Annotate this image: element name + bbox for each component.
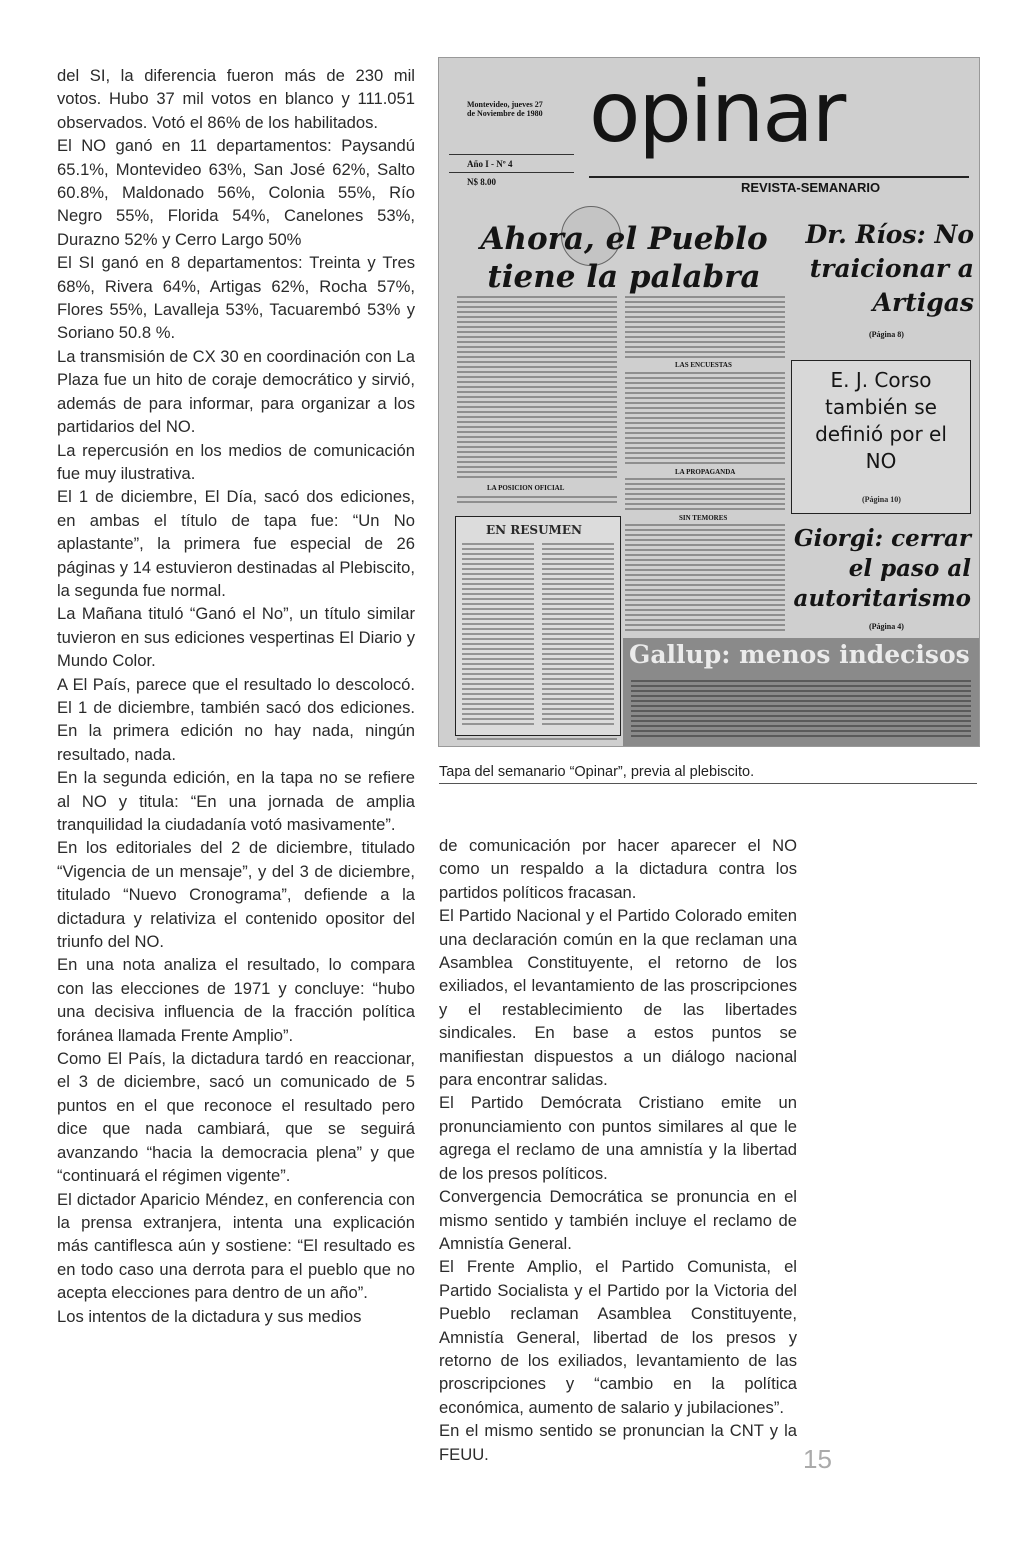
paragraph: El dictador Aparicio Méndez, en conferencia con la prensa extranjera, intenta una explicación más cantiflesca aún y sostiene: “El resultado es en todo caso una derrota para el pueblo que no acepta elecciones para dentro de un año”. bbox=[57, 1189, 415, 1303]
np-section-posicion: LA POSICION OFICIAL bbox=[487, 484, 565, 492]
paragraph: La repercusión en los medios de comunicación fue muy ilustrativa. bbox=[57, 440, 415, 483]
paragraph: En la segunda edición, en la tapa no se refiere al NO y titula: “En una jornada de amplia tranquilidad la ciudadanía votó masivamente”. bbox=[57, 768, 415, 834]
np-article-col-2b bbox=[625, 372, 785, 467]
np-rios-page: (Página 8) bbox=[869, 330, 904, 339]
np-article-col-2 bbox=[625, 296, 785, 360]
np-price: N$ 8.00 bbox=[467, 177, 496, 187]
paragraph: Los intentos de la dictadura y sus medios bbox=[57, 1306, 362, 1326]
paragraph: Convergencia Democrática se pronuncia en el mismo sentido y también incluye el reclamo de Amnistía General. bbox=[439, 1187, 797, 1253]
np-headline-main: Ahora, el Pueblo tiene la palabra bbox=[480, 221, 768, 295]
np-resumen-title: EN RESUMEN bbox=[486, 523, 582, 537]
np-rule bbox=[589, 176, 969, 178]
paragraph: El 1 de diciembre, El Día, sacó dos ediciones, en ambas el título de tapa fue: “Un No aplastante”, la primera fue especial de 26 páginas y 14 estuvieron destinadas al Plebiscito, la segunda fue normal. bbox=[57, 487, 415, 600]
paragraph: El NO ganó en 11 departamentos: Paysandú 65.1%, Montevideo 63%, San José 62%, Salto 60.8%, Maldonado 56%, Colonia 55%, Río Negro 55%, Florida 54%, Canelones 53%, Durazno 52% y Cerro Largo 50% bbox=[57, 136, 415, 249]
paragraph: En el mismo sentido se pronuncian la CNT y la FEUU. bbox=[439, 1421, 797, 1464]
paragraph: En una nota analiza el resultado, lo compara con las elecciones de 1971 y concluye: “hubo una decisiva influencia de la fracción política foránea llamada Frente Amplio”. bbox=[57, 955, 415, 1045]
np-resumen-col-2 bbox=[542, 543, 614, 729]
np-article-col-1b bbox=[457, 496, 617, 508]
photo-caption: Tapa del semanario “Opinar”, previa al plebiscito. bbox=[439, 764, 977, 784]
np-resumen-col-1 bbox=[462, 543, 534, 729]
paragraph: de comunicación por hacer aparecer el NO como un respaldo a la dictadura contra los partidos políticos fracasan. bbox=[439, 836, 797, 902]
np-headline-rios: Dr. Ríos: No traicionar a Artigas bbox=[805, 220, 974, 317]
np-rule bbox=[449, 172, 574, 173]
np-giorgi-page: (Página 4) bbox=[869, 622, 904, 631]
np-resumen-box bbox=[455, 516, 621, 736]
paragraph: El SI ganó en 8 departamentos: Treinta y Tres 68%, Rivera 64%, Artigas 62%, Rocha 57%, Flores 55%, Lavalleja 53%, Tacuarembó 53% y Soriano 50.8 %. bbox=[57, 253, 415, 343]
np-dateline: Montevideo, jueves 27 de Noviembre de 1980 bbox=[467, 100, 543, 118]
np-headline-corso: E. J. Corso también se definió por el NO bbox=[815, 368, 947, 473]
np-gallup-text bbox=[631, 680, 971, 742]
paragraph: El Partido Nacional y el Partido Colorado emiten una declaración común en la que reclaman una Asamblea Constituyente, el retorno de los exiliados, el levantamiento de las proscripciones y el restablecimiento de las libertades sindicales. En base a estos puntos se manifiestan dispuestos a un diálogo nacional para encontrar salidas. bbox=[439, 906, 797, 1090]
np-section-encuestas: LAS ENCUESTAS bbox=[675, 361, 732, 369]
left-column bbox=[57, 64, 415, 1328]
np-headline-gallup: Gallup: menos indecisos bbox=[629, 640, 970, 669]
np-masthead: opinar bbox=[589, 63, 845, 161]
np-corso-page: (Página 10) bbox=[862, 495, 901, 504]
paragraph: del SI, la diferencia fueron más de 230 mil votos. Hubo 37 mil votos en blanco y 111.051 observados. Votó el 86% de los habilitados. bbox=[57, 66, 415, 132]
paragraph: La Mañana tituló “Ganó el No”, un título similar tuvieron en sus ediciones vespertinas El Diario y Mundo Color. bbox=[57, 604, 415, 671]
np-section-propaganda: LA PROPAGANDA bbox=[675, 468, 736, 476]
paragraph: A El País, parece que el resultado lo descolocó. El 1 de diciembre, también sacó dos ediciones. En la primera edición no hay nada, ningún resultado, nada. bbox=[57, 674, 415, 764]
np-article-col-2d bbox=[625, 524, 785, 632]
paragraph: Como El País, la dictadura tardó en reaccionar, el 3 de diciembre, sacó un comunicado de 5 puntos en el que reconoce el resultado pero dice que nada cambiará, que se seguirá avanzando “hacia la democracia plena” y que “continuará el régimen vigente”. bbox=[57, 1049, 415, 1186]
np-article-col-1 bbox=[457, 296, 617, 484]
np-gallup-strip bbox=[623, 638, 979, 746]
np-bottom-text bbox=[457, 738, 617, 746]
paragraph: La transmisión de CX 30 en coordinación con La Plaza fue un hito de coraje democrático y sirvió, además de para informar, para organizar a los partidarios del NO. bbox=[57, 346, 415, 437]
np-rule bbox=[449, 154, 574, 155]
paragraph: El Partido Demócrata Cristiano emite un pronunciamiento con puntos similares al que le agrega el reclamo de una amnistía y la libertad de los presos políticos. bbox=[439, 1093, 797, 1183]
page-number: 15 bbox=[803, 1444, 832, 1474]
np-issue: Año I - Nº 4 bbox=[467, 159, 513, 169]
paragraph: El Frente Amplio, el Partido Comunista, el Partido Socialista y el Partido por la Victoria del Pueblo reclaman Asamblea Constituyente, Amnistía General, libertad de los presos y retorno de los exiliados, levantamiento de las proscripciones y “cambio en la política económica, aumento de salario y jubilaciones”. bbox=[439, 1257, 797, 1417]
np-article-col-2c bbox=[625, 478, 785, 513]
newspaper-cover-photo bbox=[438, 57, 980, 747]
right-column bbox=[439, 834, 797, 1466]
np-subtitle: REVISTA-SEMANARIO bbox=[741, 180, 881, 195]
paragraph: En los editoriales del 2 de diciembre, titulado “Vigencia de un mensaje”, y del 3 de diciembre, titulado “Nuevo Cronograma”, defiende a la dictadura y relativiza el contenido opositor del triunfo del NO. bbox=[57, 838, 415, 952]
np-headline-giorgi: Giorgi: cerrar el paso al autoritarismo bbox=[793, 525, 971, 612]
np-corso-box bbox=[791, 360, 971, 514]
np-section-temores: SIN TEMORES bbox=[679, 514, 728, 522]
